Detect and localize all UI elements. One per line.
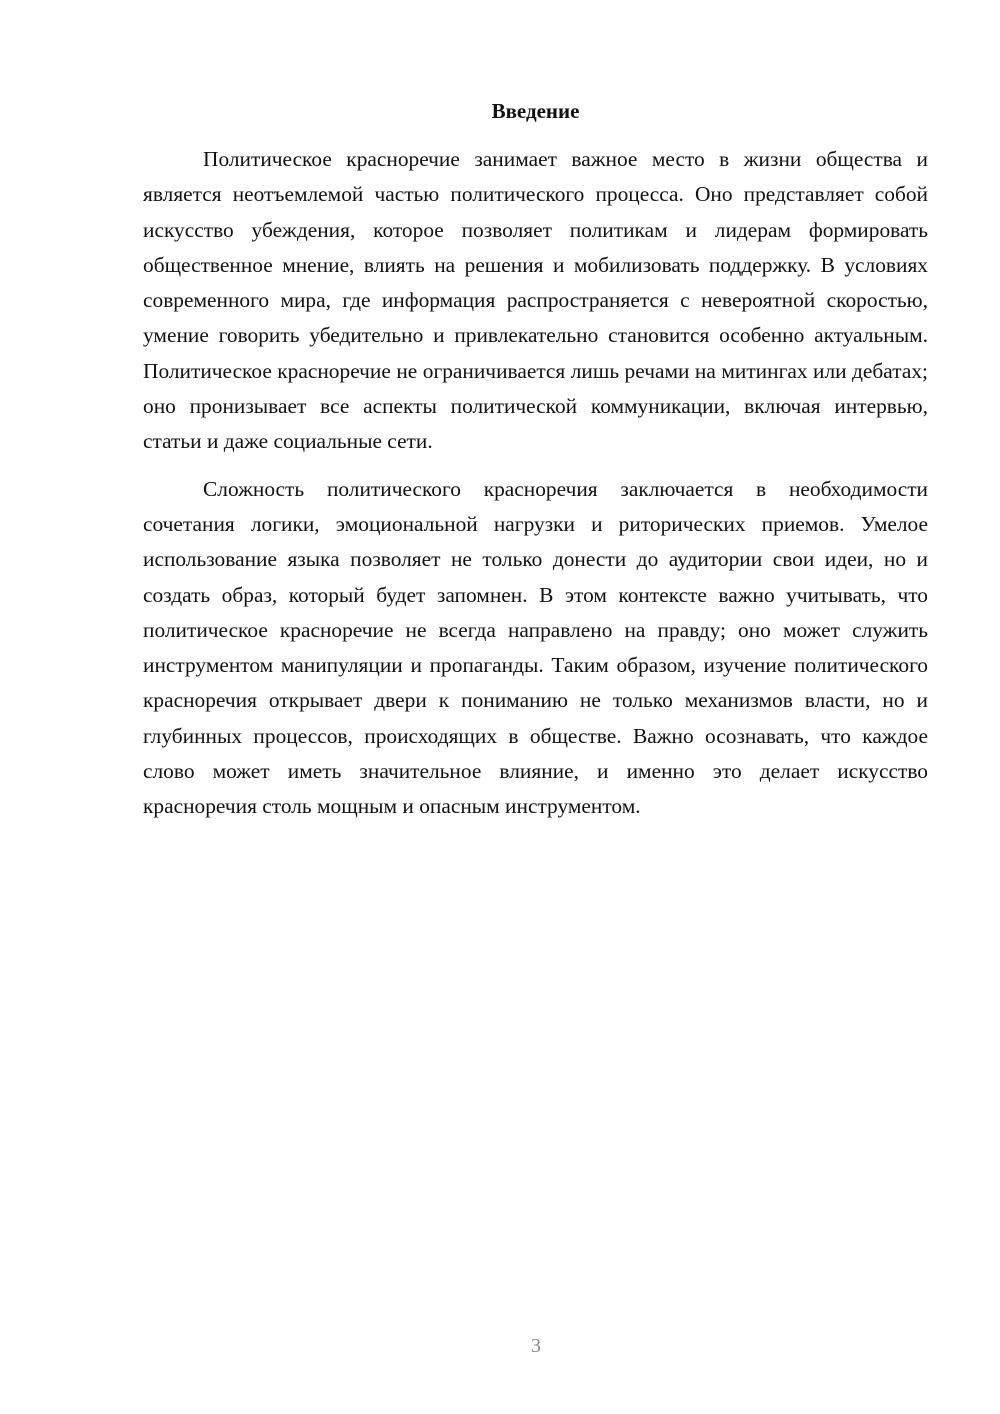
paragraph-2: Сложность политического красноречия заключается в необходимости сочетания логики, эмоциональной нагрузки и риторических приемов. Умелое использование языка позволяет не только донести до аудитории свои идеи, но и создать образ, который будет запомнен. В этом контексте важно учитывать, что политическое красноречие не всегда направлено на правду; оно может служить инструментом манипуляции и пропаганды. Таким образом, изучение политического красноречия открывает двери к пониманию не только механизмов власти, но и глубинных процессов, происходящих в обществе. Важно осознавать, что каждое слово может иметь значительное влияние, и именно это делает искусство красноречия столь мощным и опасным инструментом.: [143, 476, 928, 819]
document-body: [143, 96, 928, 825]
paragraph-1: Политическое красноречие занимает важное место в жизни общества и является неотъемлемой частью политического процесса. Оно представляет собой искусство убеждения, которое позволяет политикам и лидерам формировать общественное мнение, влиять на решения и мобилизовать поддержку. В условиях современного мира, где информация распространяется с невероятной скоростью, умение говорить убедительно и привлекательно становится особенно актуальным. Политическое красноречие не ограничивается лишь речами на митингах или дебатах; оно пронизывает все аспекты политической коммуникации, включая интервью, статьи и даже социальные сети.: [143, 147, 928, 454]
section-heading: Введение: [491, 99, 580, 123]
page-number: 3: [531, 1335, 541, 1357]
